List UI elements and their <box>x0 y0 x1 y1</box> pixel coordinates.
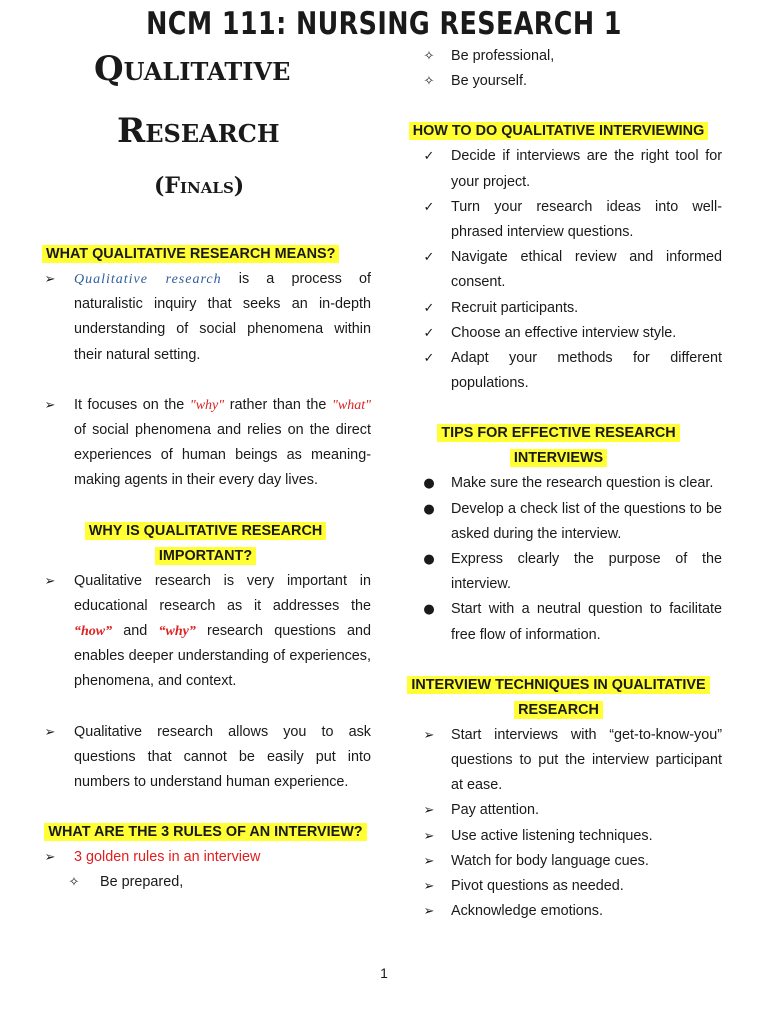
list-item: ➢ Start interviews with “get-to-know-you” questions to put the interview participant at ease. <box>395 723 722 799</box>
arrow-bullet-icon: ➢ <box>423 803 435 819</box>
dot-bullet-icon: ● <box>423 501 435 517</box>
list-item: ✧ Be yourself. <box>395 69 722 94</box>
doc-subtitle: (Finals) <box>154 173 245 199</box>
arrow-bullet-icon: ➢ <box>44 850 56 866</box>
list-item: ➢ Pivot questions as needed. <box>395 874 722 899</box>
check-icon: ✓ <box>423 300 435 316</box>
arrow-bullet-icon: ➢ <box>44 272 56 287</box>
check-icon: ✓ <box>423 325 435 341</box>
right-column <box>395 44 722 924</box>
arrow-bullet-icon: ➢ <box>44 724 56 740</box>
list-item: ➢ Pay attention. <box>395 798 722 823</box>
list-item: ➢ Qualitative research is very important in educational research as it addresses the “how” and “why” research questions and enables deeper understanding of experiences, phenomena, and context. <box>40 569 371 695</box>
check-icon: ✓ <box>423 199 435 215</box>
dot-bullet-icon: ● <box>423 602 435 618</box>
list-item: ➢ Watch for body language cues. <box>395 849 722 874</box>
four-point-star-icon: ✧ <box>423 74 435 90</box>
check-icon: ✓ <box>423 351 435 367</box>
four-point-star-icon: ✧ <box>68 875 80 891</box>
check-icon: ✓ <box>423 250 435 266</box>
dot-bullet-icon: ● <box>423 552 435 568</box>
list-item: ➢ Use active listening techniques. <box>395 824 722 849</box>
arrow-bullet-icon: ➢ <box>423 828 435 844</box>
list-item: ✓ Adapt your methods for different populations. <box>395 346 722 396</box>
arrow-bullet-icon: ➢ <box>44 397 56 413</box>
list-item: ➢ Qualitative research is a process of naturalistic inquiry that seeks an in-depth understanding of social phenomena within their natural setting. <box>40 267 371 368</box>
list-item: ● Make sure the research question is clear. <box>395 471 722 496</box>
section-heading-rules: WHAT ARE THE 3 RULES OF AN INTERVIEW? <box>40 820 371 845</box>
arrow-bullet-icon: ➢ <box>423 727 435 743</box>
section-heading-techniques: INTERVIEW TECHNIQUES IN QUALITATIVE RESEARCH <box>395 673 722 723</box>
list-item: ● Develop a check list of the questions to be asked during the interview. <box>395 497 722 547</box>
list-item: ✓ Recruit participants. <box>395 296 722 321</box>
list-item: ➢ Acknowledge emotions. <box>395 899 722 924</box>
list-item: ✓ Navigate ethical review and informed consent. <box>395 245 722 295</box>
doc-title-line-1: Qualitative <box>94 49 291 89</box>
page-title: NCM 111: NURSING RESEARCH 1 <box>146 6 622 42</box>
section-heading-tips: TIPS FOR EFFECTIVE RESEARCH INTERVIEWS <box>395 421 722 471</box>
list-item: ✓ Turn your research ideas into well-phrased interview questions. <box>395 195 722 245</box>
doc-title-line-2: Research <box>117 111 280 151</box>
arrow-bullet-icon: ➢ <box>423 904 435 920</box>
left-column <box>40 50 371 896</box>
page-number: 1 <box>380 965 388 981</box>
list-item: ✓ Decide if interviews are the right tool for your project. <box>395 144 722 194</box>
four-point-star-icon: ✧ <box>423 49 435 64</box>
arrow-bullet-icon: ➢ <box>423 853 435 869</box>
list-item: ➢ Qualitative research allows you to ask questions that cannot be easily put into numbers to understand human experience. <box>40 720 371 796</box>
arrow-bullet-icon: ➢ <box>423 879 435 895</box>
list-item: ➢ It focuses on the "why" rather than the "what" of social phenomena and relies on the direct experiences of human beings as meaning-making agents in their every day lives. <box>40 393 371 494</box>
list-item: ✧ Be prepared, <box>40 870 371 895</box>
dot-bullet-icon: ● <box>423 476 435 492</box>
list-item: ✓ Choose an effective interview style. <box>395 321 722 346</box>
list-item: ● Express clearly the purpose of the interview. <box>395 547 722 597</box>
list-item: ● Start with a neutral question to facilitate free flow of information. <box>395 597 722 647</box>
section-heading-importance: WHY IS QUALITATIVE RESEARCH IMPORTANT? <box>40 519 371 569</box>
section-heading-meaning: WHAT QUALITATIVE RESEARCH MEANS? <box>42 242 371 267</box>
list-item: ✧ Be professional, <box>395 44 722 69</box>
section-heading-how-to: HOW TO DO QUALITATIVE INTERVIEWING <box>395 119 722 144</box>
arrow-bullet-icon: ➢ <box>44 573 56 589</box>
check-icon: ✓ <box>423 149 435 165</box>
list-item: ➢ 3 golden rules in an interview <box>40 845 371 870</box>
